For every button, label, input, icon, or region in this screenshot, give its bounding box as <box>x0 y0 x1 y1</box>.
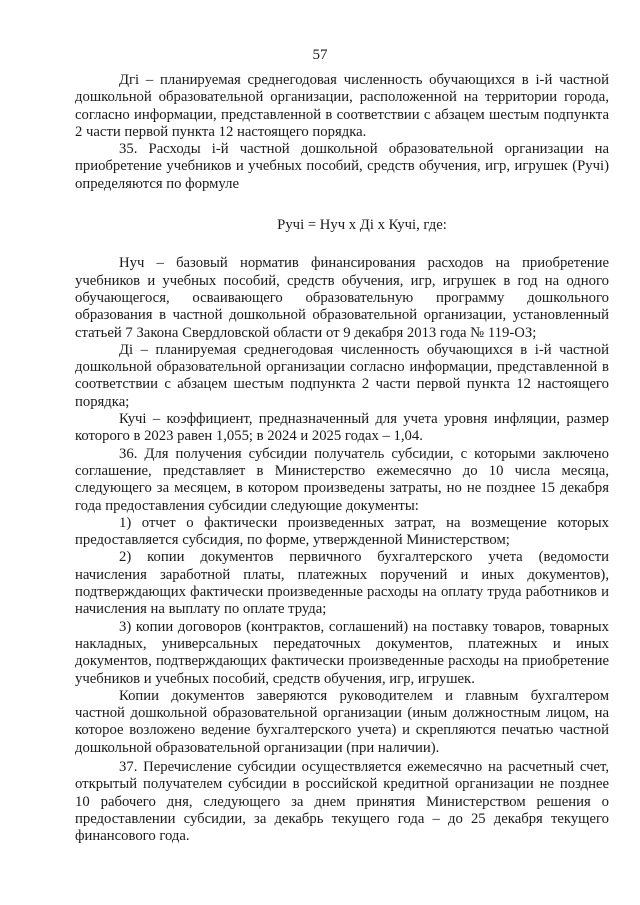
paragraph-kuchi-definition: Кучі – коэффициент, предназначенный для учета уровня инфляции, размер которого в 2023 равен 1,055; в 2024 и 2025 годах – 1,04. <box>75 411 609 445</box>
paragraph-dgi-definition: Дгі – планируемая среднегодовая численность обучающихся в i-й частной дошкольной образовательной организации, расположенной на территории города, согласно информации, представленной в соответствии с абзацем шестым подпункта 2 части первой пункта 12 настоящего порядка. <box>75 72 609 140</box>
paragraph-clause-37: 37. Перечисление субсидии осуществляется ежемесячно на расчетный счет, открытый получателем субсидии в российской кредитной организации не позднее 10 рабочего дня, следующего за днем принятия Министерством решения о предоставлении субсидии, за декабрь текущего года – до 25 декабря текущего финансового года. <box>75 758 609 845</box>
paragraph-nuch-definition: Нуч – базовый норматив финансирования расходов на приобретение учебников и учебных пособий, средств обучения, игр, игрушек в год на одного обучающегося, осваивающего образовательную программу дошкольного образования в частной дошкольной образовательной организации, установленный статьей 7 Закона Свердловской области от 9 декабря 2013 года № 119-ОЗ; <box>75 255 609 341</box>
document-body <box>75 72 609 845</box>
paragraph-copies-certification: Копии документов заверяются руководителем и главным бухгалтером частной дошкольной образовательной организации (иным должностным лицом, на которое возложено ведение бухгалтерского учета) и скрепляются печатью частной дошкольной образовательной организации (при наличии). <box>75 687 609 756</box>
list-item-3: 3) копии договоров (контрактов, соглашений) на поставку товаров, товарных накладных, универсальных передаточных документов, платежных и иных документов, подтверждающих фактически произведенные расходы на приобретение учебников и учебных пособий, средств обучения, игр, игрушек. <box>75 618 609 687</box>
page-number: 57 <box>312 47 328 63</box>
paragraph-clause-35: 35. Расходы i-й частной дошкольной образовательной организации на приобретение учебников и учебных пособий, средств обучения, игр, игрушек (Ручі) определяются по формуле <box>75 141 609 192</box>
paragraph-di-definition: Ді – планируемая среднегодовая численность обучающихся в i-й частной дошкольной образовательной организации согласно информации, представленной в соответствии с абзацем шестым подпункта 2 части первой пункта 12 настоящего порядка; <box>75 341 609 410</box>
list-item-1: 1) отчет о фактически произведенных затрат, на возмещение которых предоставляется субсидия, по форме, утвержденной Министерством; <box>75 514 609 549</box>
paragraph-clause-36: 36. Для получения субсидии получатель субсидии, с которыми заключено соглашение, представляет в Министерство ежемесячно до 10 числа месяца, следующего за месяцем, в котором произведены затраты, но не позднее 15 декабря года предоставления субсидии следующие документы: <box>75 445 609 514</box>
list-item-2: 2) копии документов первичного бухгалтерского учета (ведомости начисления заработной платы, платежных поручений и иных документов), подтверждающих фактически произведенные расходы на оплату труда работников и начисления на выплату по оплате труда; <box>75 549 609 618</box>
formula-ruchi: Ручі = Нуч х Ді х Кучі, где: <box>277 217 447 234</box>
